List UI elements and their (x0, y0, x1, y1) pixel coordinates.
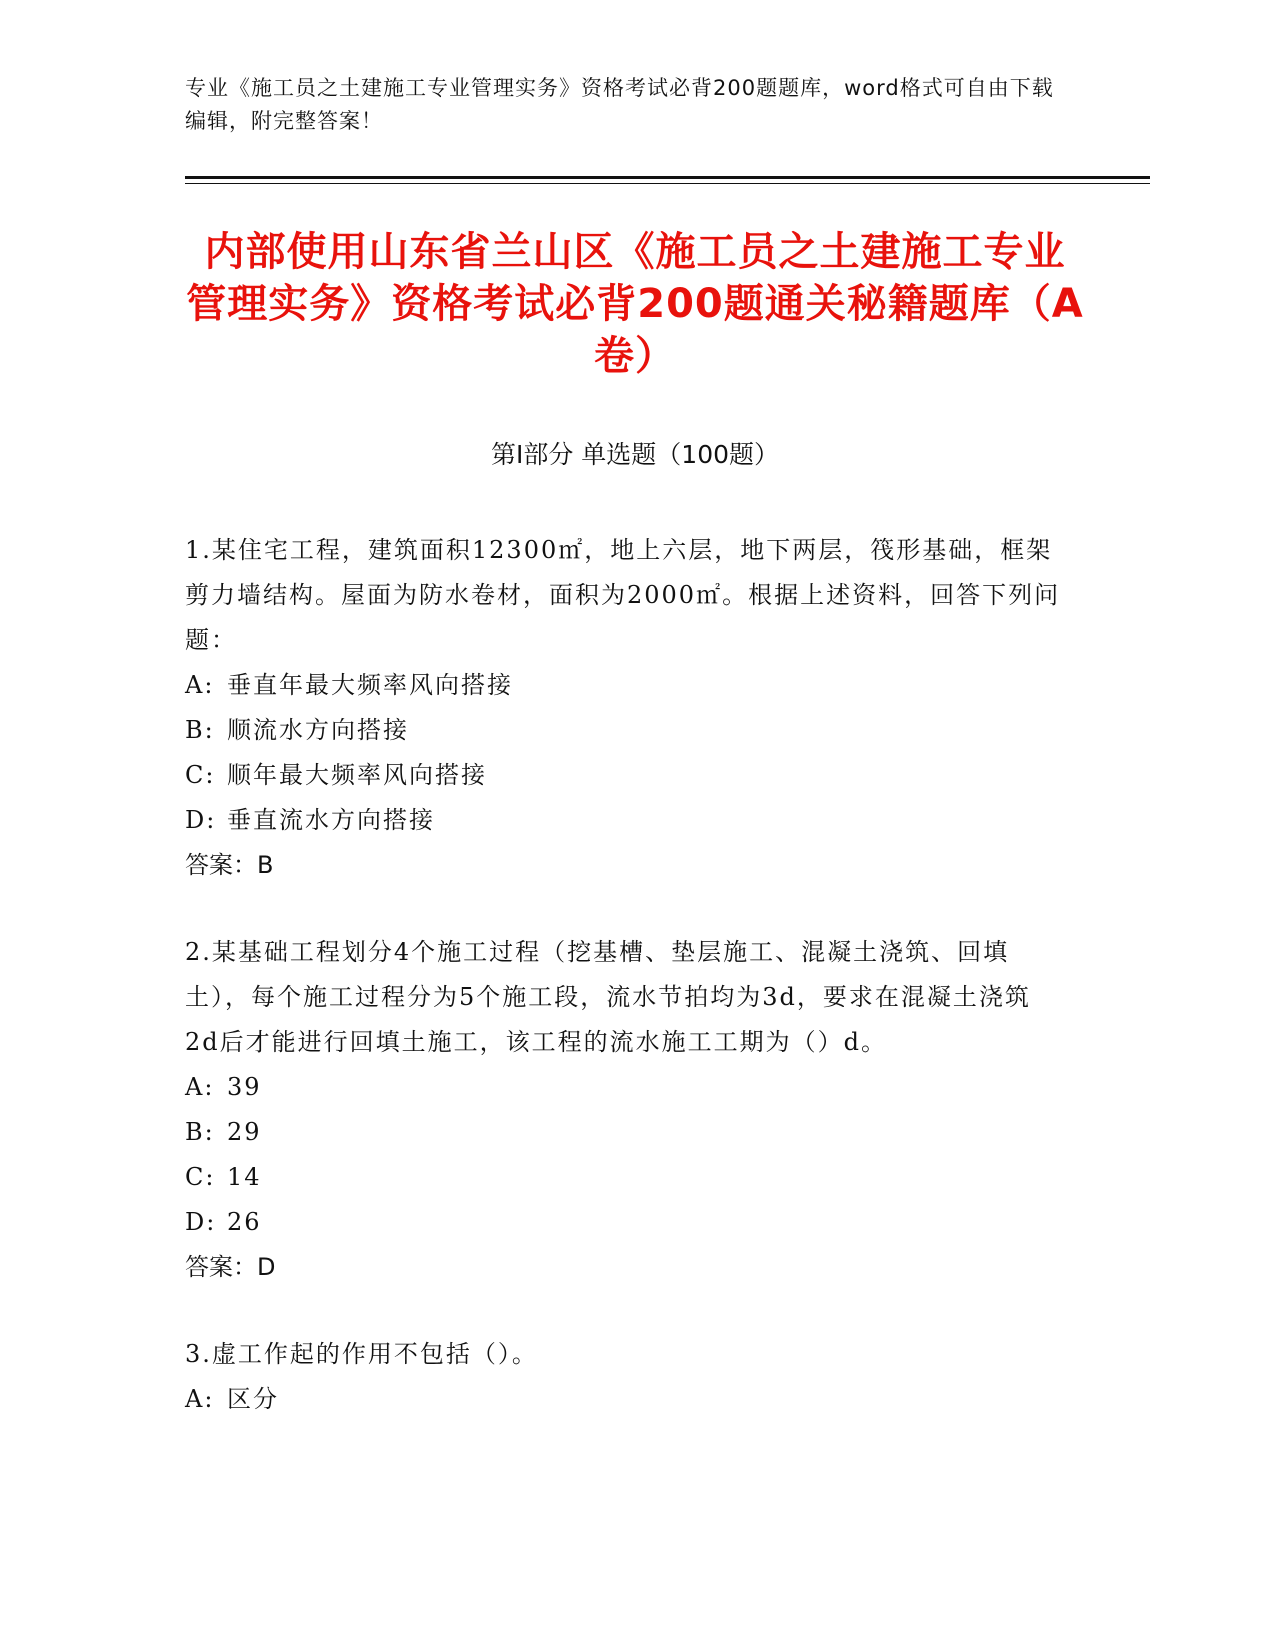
option-d (185, 798, 1065, 843)
option-d (185, 1200, 1065, 1245)
section-heading: 第I部分 单选题（100题） (490, 440, 780, 469)
question-stem: 1.某住宅工程，建筑面积12300㎡，地上六层，地下两层，筏形基础，框架剪力墙结构。屋面为防水卷材，面积为2000㎡。根据上述资料，回答下列问题： (185, 536, 1061, 654)
answer-line: 答案：B (185, 851, 274, 879)
option-key: A: (185, 1073, 215, 1101)
header-note: 专业《施工员之土建施工专业管理实务》资格考试必背200题题库，word格式可自由下载编辑，附完整答案！ (185, 76, 1054, 133)
option-text: 14 (227, 1163, 262, 1191)
question-stem: 3.虚工作起的作用不包括（）。 (185, 1340, 538, 1368)
document-title: 内部使用山东省兰山区《施工员之土建施工专业管理实务》资格考试必背200题通关秘籍题库（A卷） (186, 229, 1084, 379)
option-a (185, 663, 1065, 708)
option-text: 垂直流水方向搭接 (227, 806, 435, 834)
option-key: B: (185, 716, 215, 744)
question-2 (185, 930, 1065, 1290)
header-rule-thick (185, 176, 1150, 179)
option-key: B: (185, 1118, 215, 1146)
option-b (185, 1110, 1065, 1155)
option-c (185, 1155, 1065, 1200)
question-1 (185, 528, 1065, 888)
option-key: D: (185, 806, 217, 834)
header-rule-thin (185, 183, 1150, 184)
option-text: 垂直年最大频率风向搭接 (227, 671, 513, 699)
option-text: 26 (227, 1208, 262, 1236)
option-text: 29 (227, 1118, 262, 1146)
question-stem: 2.某基础工程划分4个施工过程（挖基槽、垫层施工、混凝土浇筑、回填土），每个施工过程分为5个施工段，流水节拍均为3d，要求在混凝土浇筑2d后才能进行回填土施工，该工程的流水施工工期为（）d。 (185, 938, 1031, 1056)
option-text: 区分 (227, 1385, 279, 1413)
question-list (185, 528, 1065, 1464)
option-b (185, 708, 1065, 753)
option-a (185, 1377, 1065, 1422)
option-key: A: (185, 671, 215, 699)
option-c (185, 753, 1065, 798)
option-key: A: (185, 1385, 215, 1413)
option-text: 顺流水方向搭接 (227, 716, 409, 744)
question-3 (185, 1332, 1065, 1422)
option-a (185, 1065, 1065, 1110)
option-key: C: (185, 761, 216, 789)
option-text: 39 (227, 1073, 262, 1101)
option-key: C: (185, 1163, 216, 1191)
option-key: D: (185, 1208, 217, 1236)
answer-line: 答案：D (185, 1253, 276, 1281)
option-text: 顺年最大频率风向搭接 (227, 761, 487, 789)
